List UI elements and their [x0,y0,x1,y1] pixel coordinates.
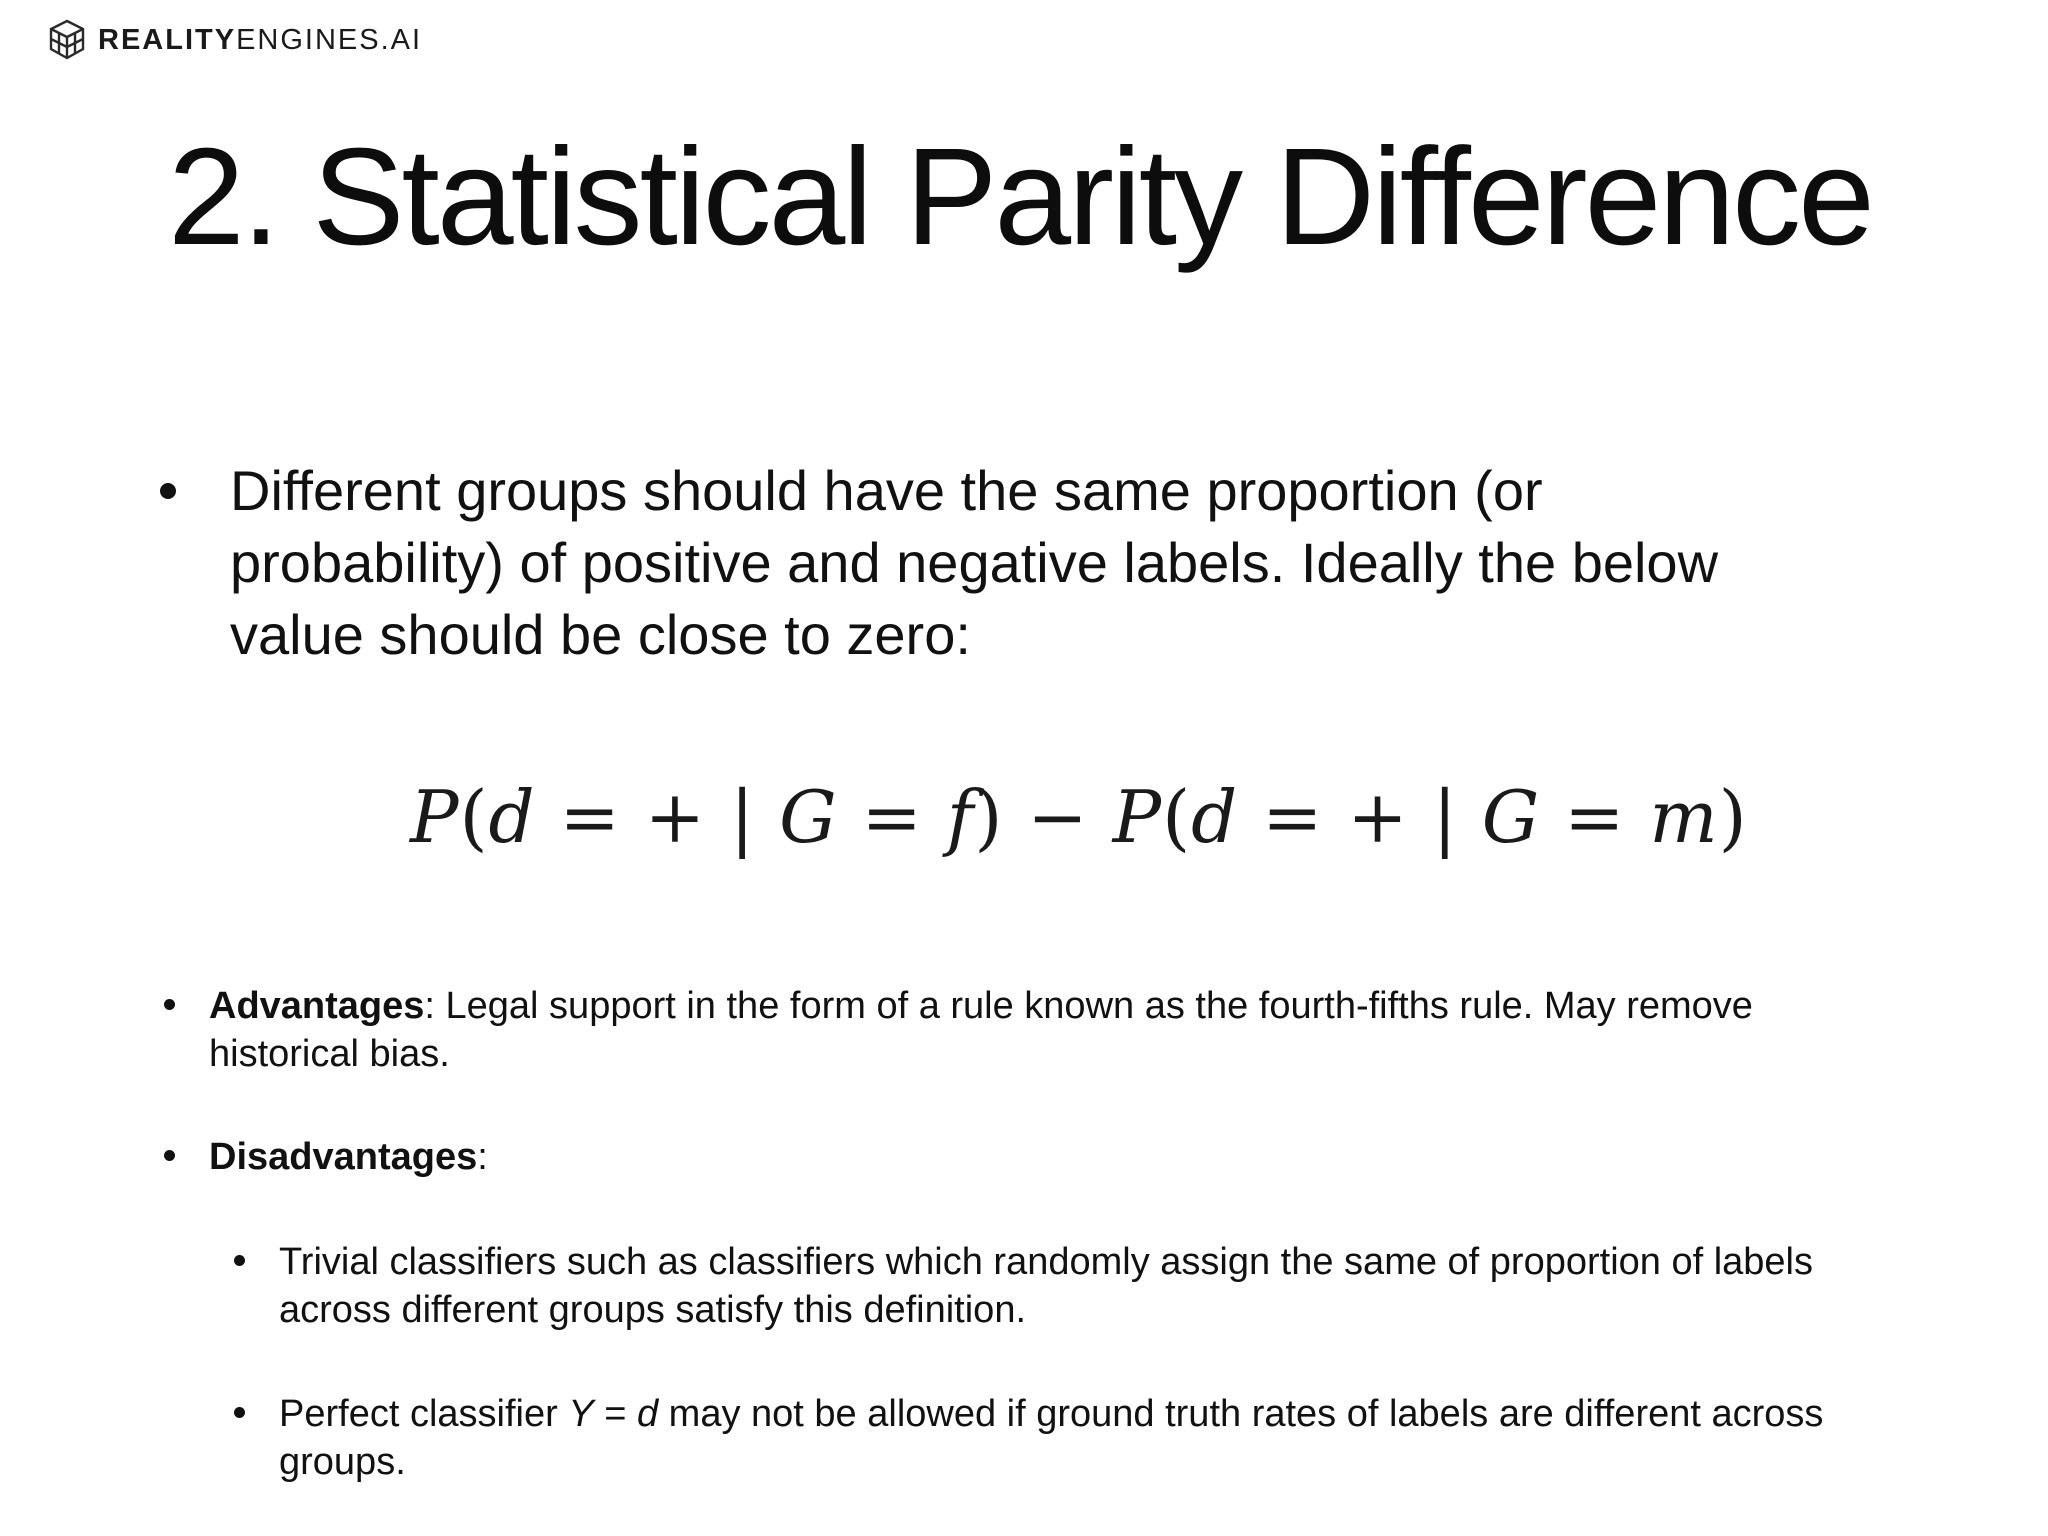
bullet-dot [234,1407,245,1418]
disadvantages-label: Disadvantages [209,1136,478,1178]
disadvantages-bullet [164,1133,488,1181]
bullet-dot [164,999,175,1010]
main-bullet [160,455,1860,671]
advantages-label: Advantages [209,985,425,1027]
sub-bullet-text: Perfect classifier Y = d may not be allowed if ground truth rates of labels are different across groups. [279,1393,1824,1483]
bullet-dot [160,483,176,499]
brand-name: REALITYENGINES.AI [98,23,423,56]
disadvantage-sub-bullet-perfect [234,1390,1869,1486]
main-bullet-text: Different groups should have the same proportion (or probability) of positive and negative labels. Ideally the below value should be close to zero: [230,459,1719,666]
cube-grid-icon [46,18,88,62]
statistical-parity-formula: P(d = + | G = f) − P(d = + | G = m) [410,775,1748,859]
brand-logo [46,16,422,64]
bullet-dot [164,1150,175,1161]
bullet-dot [234,1255,245,1266]
slide-title: 2. Statistical Parity Difference [168,120,1872,274]
advantages-bullet [164,982,1849,1078]
advantages-text: Advantages: Legal support in the form of a rule known as the fourth-fifths rule. May remove historical bias. [209,985,1753,1075]
sub-bullet-text: Trivial classifiers such as classifiers which randomly assign the same of proportion of labels across different groups satisfy this definition. [279,1241,1813,1331]
disadvantages-text: Disadvantages: [209,1136,488,1178]
disadvantage-sub-bullet-trivial [234,1238,1869,1334]
